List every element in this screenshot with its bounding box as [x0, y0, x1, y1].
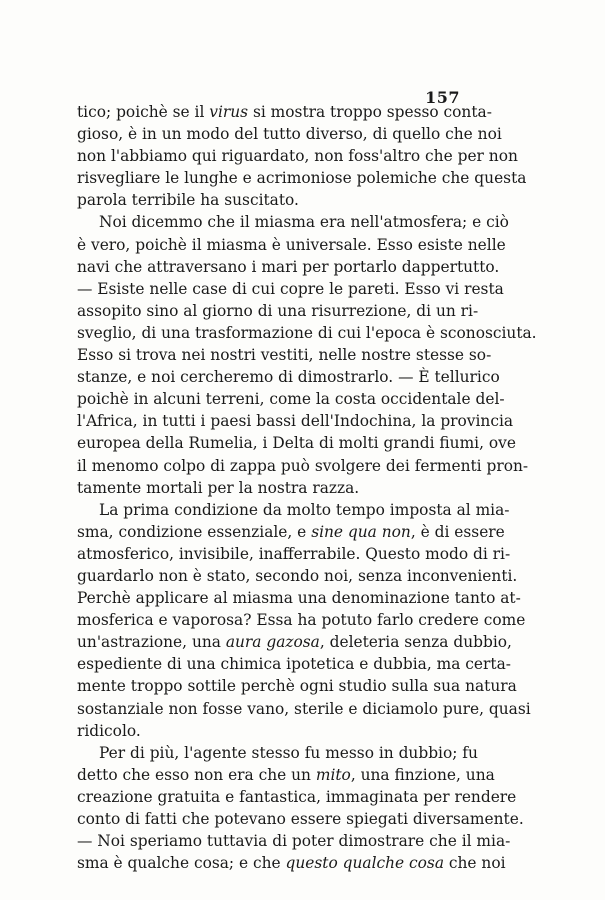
text-line: — Noi speriamo tuttavia di poter dimostrare che il mia-	[77, 832, 511, 851]
text-line: detto che esso non era che un mito, una finzione, una	[77, 765, 495, 784]
text-line: sostanziale non fosse vano, sterile e diciamolo pure, quasi	[77, 699, 531, 718]
text-line: risvegliare le lunghe e acrimoniose polemiche che questa	[77, 169, 527, 188]
text-line: tamente mortali per la nostra razza.	[77, 478, 360, 497]
text-line: tico; poichè se il virus si mostra troppo spesso conta-	[77, 103, 492, 121]
text-line: conto di fatti che potevano essere spiegati diversamente.	[77, 810, 524, 828]
text-line: navi che attraversano i mari per portarlo dappertutto.	[77, 257, 500, 276]
text-line: parola terribile ha suscitato.	[77, 191, 299, 210]
text-line: Perchè applicare al miasma una denominazione tanto at-	[77, 589, 521, 608]
text-line: sma è qualche cosa; e che questo qualche cosa che noi	[77, 854, 506, 873]
text-line: atmosferico, invisibile, inafferrabile. Questo modo di ri-	[77, 544, 511, 563]
text-line: espediente di una chimica ipotetica e dubbia, ma certa-	[77, 655, 511, 674]
text-line: Esso si trova nei nostri vestiti, nelle nostre stesse so-	[77, 346, 492, 365]
text-line: sma, condizione essenziale, e sine qua non, è di essere	[77, 522, 505, 541]
text-line: mosferica e vaporosa? Essa ha potuto farlo credere come	[77, 611, 526, 630]
text-line: europea della Rumelia, i Delta di molti grandi fiumi, ove	[77, 434, 516, 453]
page-number: 157	[425, 88, 460, 107]
text-line: il menomo colpo di zappa può svolgere dei fermenti pron-	[77, 456, 529, 475]
text-line: sveglio, di una trasformazione di cui l'epoca è sconosciuta.	[77, 323, 537, 342]
text-line: gioso, è in un modo del tutto diverso, di quello che noi	[77, 125, 502, 144]
text-line: guardarlo non è stato, secondo noi, senza inconvenienti.	[77, 566, 518, 585]
text-line: La prima condizione da molto tempo imposta al mia-	[99, 500, 510, 519]
text-line: non l'abbiamo qui riguardato, non foss'altro che per non	[77, 147, 518, 166]
text-line: ridicolo.	[77, 721, 141, 740]
body-text	[77, 101, 537, 874]
text-line: stanze, e noi cercheremo di dimostrarlo. — È tellurico	[77, 368, 500, 387]
text-line: è vero, poichè il miasma è universale. Esso esiste nelle	[77, 235, 506, 254]
text-line: — Esiste nelle case di cui copre le pareti. Esso vi resta	[77, 279, 504, 298]
text-line: creazione gratuita e fantastica, immaginata per rendere	[77, 787, 517, 806]
text-line: poichè in alcuni terreni, come la costa occidentale del-	[77, 390, 505, 409]
text-line: Noi dicemmo che il miasma era nell'atmosfera; e ciò	[99, 213, 509, 232]
text-line: assopito sino al giorno di una risurrezione, di un ri-	[77, 301, 479, 320]
text-line: l'Africa, in tutti i paesi bassi dell'Indochina, la provincia	[77, 412, 514, 431]
text-line: Per di più, l'agente stesso fu messo in dubbio; fu	[99, 743, 478, 762]
text-line: mente troppo sottile perchè ogni studio sulla sua natura	[77, 677, 517, 696]
text-line: un'astrazione, una aura gazosa, deleteria senza dubbio,	[77, 633, 512, 652]
